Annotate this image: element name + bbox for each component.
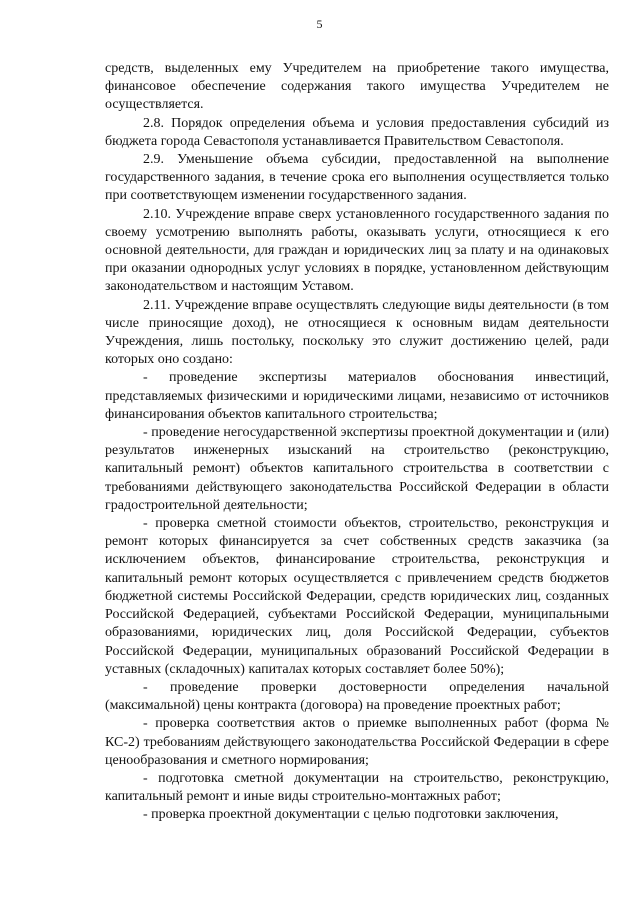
list-item-project-docs-check: - проверка проектной документации с целью подготовки заключения, [143,807,559,823]
paragraph-2-10: 2.10. Учреждение вправе сверх установленного государственного задания по своему усмотрению выполнять работы, оказывать услуги, относящиеся к его основной деятельности, для граждан и юридических лиц за плату и на одинаковых при оказании однородных услуг условиях в порядке, установленном действующим законодательством и настоящим Уставом. [105,206,609,295]
paragraph-2-8: 2.8. Порядок определения объема и условия предоставления субсидий из бюджета города Севастополя устанавливается Правительством Севастополя. [105,115,609,149]
list-item-estimate-preparation: - подготовка сметной документации на строительство, реконструкцию, капитальный ремонт и иные виды строительно-монтажных работ; [105,770,609,805]
list-item-contract-price-check: - проведение проверки достоверности определения начальной (максимальной) цены контракта (договора) на проведение проектных работ; [105,679,609,714]
paragraph-continuation: средств, выделенных ему Учредителем на приобретение такого имущества, финансовое обеспечение содержания такого имущества Учредителем не осуществляется. [105,61,609,113]
list-item-non-state-expertise: - проведение негосударственной экспертизы проектной документации и (или) результатов инженерных изысканий на строительство (реконструкцию, капитальный ремонт) объектов капитального строительства в соответствии с требованиями действующего законодательства Российской Федерации в области градостроительной деятельности; [105,425,609,513]
paragraph-2-11: 2.11. Учреждение вправе осуществлять следующие виды деятельности (в том числе приносящие доход), не относящиеся к основным видам деятельности Учреждения, лишь постольку, поскольку это служит достижению целей, ради которых оно создано: [105,297,609,368]
list-item-estimate-check: - проверка сметной стоимости объектов, строительство, реконструкция и ремонт которых финансируется за счет собственных средств заказчика (за исключением объектов, финансирование строительства, реконструкция и капитальный ремонт которых осуществляется с привлечением средств бюджетов бюджетной системы Российской Федерации, средств юридических лиц, созданных Российской Федерацией, субъектами Российской Федерации, муниципальными образованиями, юридических лиц, доля Российской Федерации, субъектов Российской Федерации, муниципальных образований Российской Федерации в уставных (складочных) капиталах которых составляет более 50%); [105,516,609,677]
paragraph-2-9: 2.9. Уменьшение объема субсидии, предоставленной на выполнение государственного задания, в течение срока его выполнения осуществляется только при соответствующем изменении государственного задания. [105,152,609,204]
document-body [105,60,609,825]
list-item-acts-compliance-check: - проверка соответствия актов о приемке выполненных работ (форма № КС-2) требованиям действующего законодательства Российской Федерации в сфере ценообразования и сметного нормирования; [105,716,609,768]
list-item-investment-expertise: - проведение экспертизы материалов обоснования инвестиций, представляемых физическими и юридическими лицами, независимо от источников финансирования объектов капитального строительства; [105,370,609,422]
page-number: 5 [316,17,323,31]
